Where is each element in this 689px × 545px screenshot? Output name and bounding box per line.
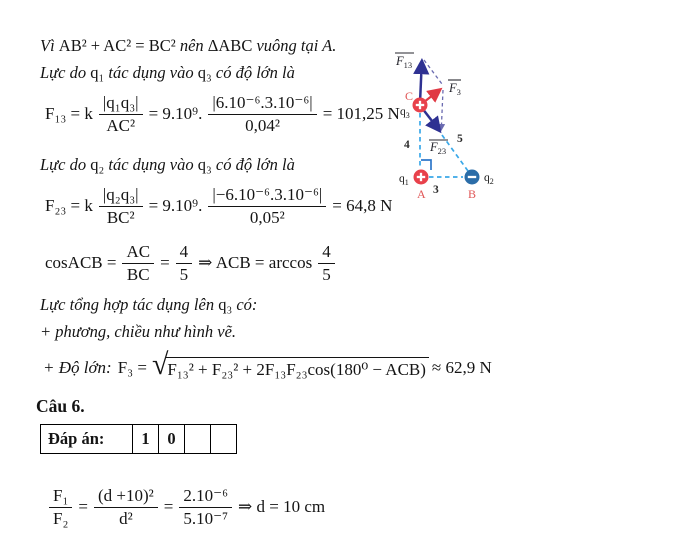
fraction-numerator: (d +10)² [94,486,158,508]
side-ab-label: 3 [433,184,439,196]
right-angle-mark [421,160,431,170]
fraction-denominator: 5 [179,264,189,284]
fraction-denominator: AC² [106,115,136,135]
triangle-edges [420,113,468,177]
q3-label: $q_3$ [400,106,410,120]
fraction [318,242,335,284]
answer-cell-4 [211,425,237,454]
equals-sign: = [78,497,88,517]
cos-acb-formula [42,242,338,284]
formula-lhs: F₃ = [117,358,147,377]
formula-lhs: F₂₃ = k [45,196,93,216]
charge-q1-icon [414,170,429,185]
distance-formula [46,486,328,528]
text-segment: Lực do [40,63,91,82]
fraction [99,185,143,227]
table-row [41,425,237,454]
formula-result: ≈ 62,9 N [431,358,492,377]
magnitude-formula [40,348,495,381]
text-segment: tác dụng vào [104,63,198,82]
equals-sign: = [160,253,170,273]
theorem-line [40,36,336,56]
fraction-denominator: d² [119,508,133,528]
fraction-numerator: AC [122,242,154,264]
q2-label: $q_2$ [484,172,494,186]
point-c-label: C [405,89,414,103]
text-segment: vuông tại A. [252,36,337,55]
math-segment: q₃ [197,155,212,174]
math-segment: q₁ [90,63,105,82]
math-segment: AB² + AC² = BC² [58,36,176,55]
q1-label: $q_1$ [399,173,409,187]
answer-label-cell: Đáp án: [41,425,133,454]
dash-f3-to-f23 [441,90,443,129]
force-diagram-svg [388,40,573,208]
f23-formula [42,185,395,227]
charge-q2-icon [465,170,480,185]
fraction-numerator: 4 [318,242,335,264]
fraction-denominator: 0,05² [249,207,285,227]
formula-result: = 64,8 N [332,196,393,216]
equals-sign: = [163,497,174,517]
fraction [49,486,72,528]
text-segment: có độ lớn là [211,63,295,82]
question-heading: Câu 6. [36,396,85,416]
fraction-numerator: 4 [176,242,193,264]
text-segment: có: [232,295,258,314]
fraction-denominator: 0,04² [245,115,280,135]
fraction [208,185,326,227]
force-q1-intro-line [40,63,295,83]
implies-segment: ⇒ ACB = arccos [198,253,313,273]
fraction-denominator: F₂ [53,508,69,528]
f13-formula [42,93,403,135]
fraction [176,242,193,284]
fraction-numerator: |q₂q₃| [99,185,143,207]
text-segment: Lực do [40,155,91,174]
fraction-numerator: |6.10⁻⁶.3.10⁻⁶| [208,93,316,115]
math-segment: q₃ [218,295,233,314]
f23-label: $F_{23}$ [430,140,447,156]
fraction [99,93,143,135]
fraction [208,93,316,135]
math-segment: ΔABC [207,36,253,55]
text-segment: có độ lớn là [211,155,295,174]
fraction-denominator: BC [126,264,150,284]
formula-lhs: cosACB = [45,253,117,273]
direction-line [40,322,236,342]
text-segment: Vì [40,36,59,55]
text-segment: nên [175,36,208,55]
dash-f13-to-f3 [424,60,442,84]
answer-cell-2: 0 [159,425,185,454]
point-b-label: B [468,187,477,201]
text-segment: + phương, chiều như hình vẽ. [40,322,237,341]
f3-label: $F_3$ [449,81,461,97]
fraction-numerator: |q₁q₃| [99,93,143,115]
vector-f13 [420,62,422,103]
force-q2-intro-line [40,155,295,175]
answer-cell-3 [185,425,211,454]
fraction-numerator: F₁ [49,486,72,508]
side-bc-label: 5 [457,133,463,145]
radical-sign: √ [151,348,169,381]
text-segment: Lực tổng hợp tác dụng lên [40,295,219,314]
charge-q3-icon [413,98,428,113]
formula-lhs: F₁₃ = k [45,104,93,124]
formula-mid: = 9.10⁹. [148,104,203,124]
fraction [94,486,158,528]
vector-f23 [422,108,439,130]
f13-label: $F_{13}$ [396,54,413,70]
fraction-denominator: BC² [106,207,135,227]
answer-table [40,424,237,454]
net-force-intro-line [40,295,257,315]
formula-result: ⇒ d = 10 cm [238,497,326,517]
math-segment: q₂ [90,155,105,174]
text-segment: tác dụng vào [104,155,198,174]
fraction-numerator: |−6.10⁻⁶.3.10⁻⁶| [208,185,326,207]
answer-cell-1: 1 [133,425,159,454]
text-segment: + Độ lớn: [43,358,112,377]
fraction [122,242,154,284]
side-ac-label: 4 [404,139,410,151]
fraction-numerator: 2.10⁻⁶ [179,486,232,508]
formula-mid: = 9.10⁹. [148,196,203,216]
fraction-denominator: 5 [322,264,331,284]
fraction [179,486,232,528]
force-diagram [388,40,573,208]
formula-result: = 101,25 N [322,104,400,124]
math-segment: q₃ [197,63,212,82]
vector-f3 [424,90,440,102]
radicand: F₁₃² + F₂₃² + 2F₁₃F₂₃cos(180⁰ − ACB) [165,357,429,380]
point-a-label: A [417,187,426,201]
fraction-denominator: 5.10⁻⁷ [183,508,228,528]
